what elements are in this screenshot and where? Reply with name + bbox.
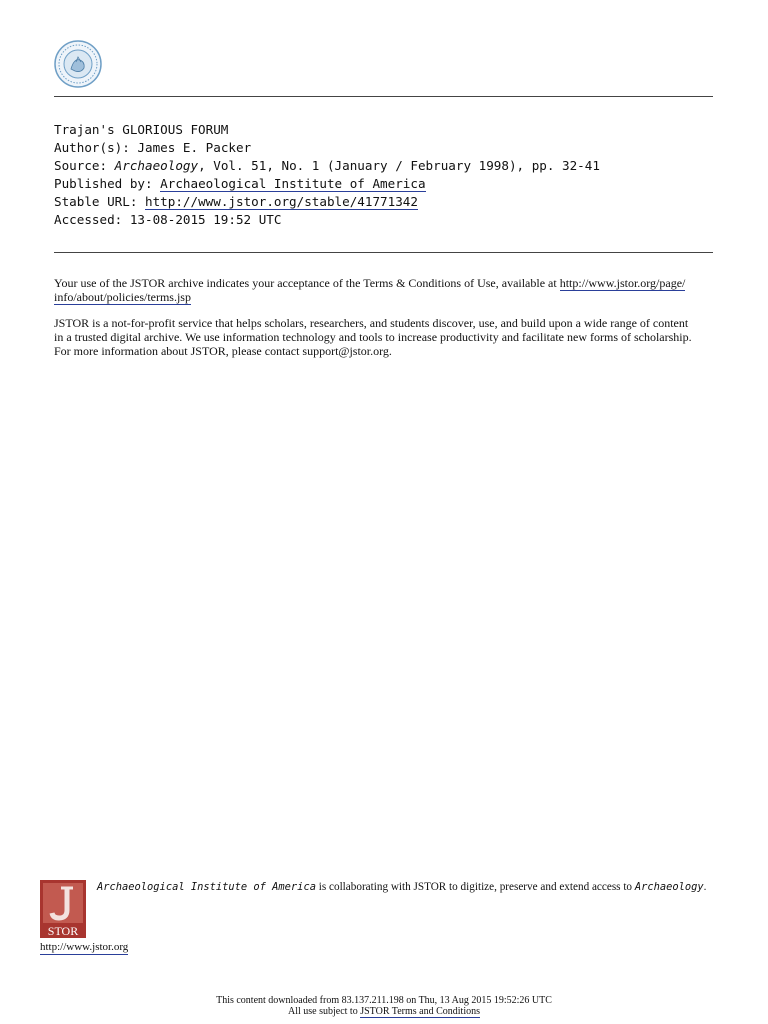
authors-label: Author(s): (54, 140, 130, 155)
publisher-label: Published by: (54, 176, 153, 191)
terms-footer-prefix: All use subject to (288, 1006, 361, 1017)
jstor-logo-icon[interactable] (40, 880, 86, 938)
terms-link-part1[interactable]: http://www.jstor.org/page/ (559, 276, 686, 290)
authors-value: James E. Packer (137, 140, 252, 155)
stable-url-label: Stable URL: (54, 194, 138, 209)
publisher-seal-icon (54, 40, 102, 88)
collab-publisher: Archaeological Institute of America (97, 881, 316, 893)
collab-text: is collaborating with JSTOR to digitize, preserve and extend access to (315, 881, 635, 893)
jstor-info-paragraph (54, 316, 714, 358)
collab-journal: Archaeology (634, 881, 704, 893)
download-info: This content downloaded from 83.137.211.198 on Thu, 13 Aug 2015 19:52:26 UTC (216, 995, 552, 1006)
collab-end: . (703, 881, 707, 893)
terms-footer-line (0, 1006, 768, 1017)
jstor-info-line-1: JSTOR is a not-for-profit service that helps scholars, researchers, and students discover, use, and build upon a wide range of content (54, 316, 689, 330)
terms-block (54, 276, 714, 370)
source-journal: Archaeology (114, 158, 199, 173)
publisher-line (54, 175, 714, 193)
jstor-logo-text: STOR (47, 924, 79, 938)
terms-link-part2[interactable]: info/about/policies/terms.jsp (54, 290, 191, 304)
terms-conditions-link[interactable]: JSTOR Terms and Conditions (360, 1006, 480, 1017)
publisher-link[interactable]: Archaeological Institute of America (160, 176, 426, 191)
source-line (54, 157, 714, 175)
stable-url-link[interactable]: http://www.jstor.org/stable/41771342 (145, 194, 418, 209)
terms-text: Your use of the JSTOR archive indicates your acceptance of the Terms & Conditions of Use, available at (54, 276, 560, 290)
source-label: Source: (54, 158, 108, 173)
article-title: Trajan's GLORIOUS FORUM (54, 122, 229, 137)
source-details: , Vol. 51, No. 1 (January / February 1998), pp. 32-41 (198, 158, 600, 173)
top-divider (54, 96, 713, 97)
citation-block (54, 121, 714, 229)
download-footer (0, 995, 768, 1017)
stable-url-line (54, 193, 714, 211)
authors-line (54, 139, 714, 157)
collaboration-statement (97, 880, 717, 894)
jstor-home-link[interactable]: http://www.jstor.org (40, 941, 129, 953)
jstor-info-line-2: in a trusted digital archive. We use information technology and tools to increase productivity and facilitate new forms of scholarship. (54, 330, 692, 344)
terms-paragraph (54, 276, 714, 304)
accessed-line: Accessed: 13-08-2015 19:52 UTC (54, 212, 282, 227)
jstor-info-line-3: For more information about JSTOR, please contact support@jstor.org. (54, 344, 392, 358)
middle-divider (54, 252, 713, 253)
